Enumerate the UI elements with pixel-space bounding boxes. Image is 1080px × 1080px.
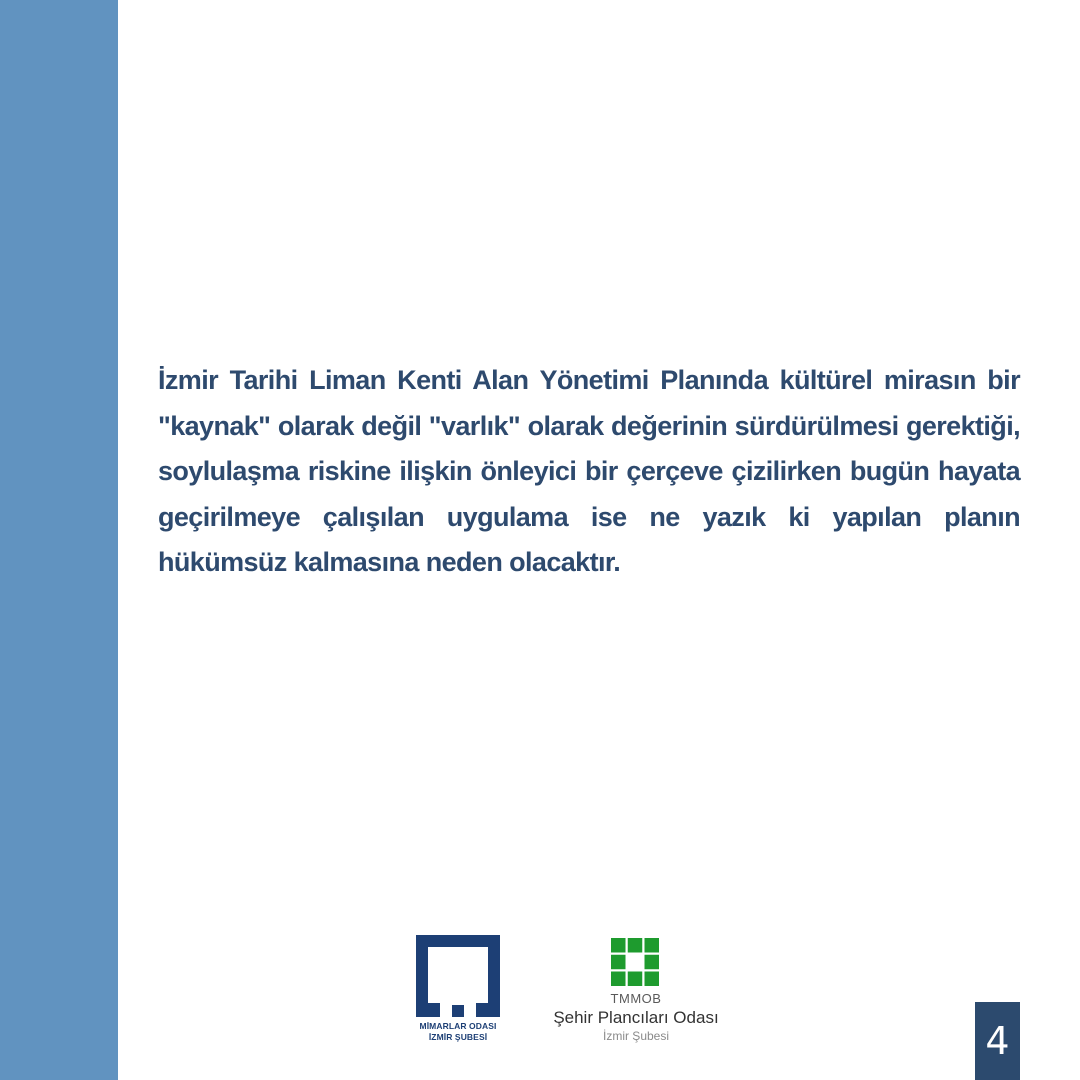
spo-grid-emblem-icon — [611, 938, 659, 986]
sehir-plancilari-odasi-label: Şehir Plancıları Odası — [553, 1008, 719, 1027]
left-accent-bar — [0, 0, 118, 1080]
spo-izmir-subesi-label: İzmir Şubesi — [602, 1029, 670, 1043]
mimarlar-odasi-emblem-icon — [416, 935, 500, 1017]
izmir-subesi-label: İZMİR ŞUBESİ — [428, 1032, 488, 1042]
page-number: 4 — [985, 1019, 1010, 1063]
tmmob-label: TMMOB — [610, 991, 662, 1006]
mimarlar-odasi-logo — [412, 935, 504, 1045]
mimarlar-odasi-label: MİMARLAR ODASI — [419, 1021, 497, 1031]
page-number-badge — [975, 1002, 1020, 1080]
sehir-plancilari-odasi-logo — [548, 938, 724, 1048]
main-paragraph: İzmir Tarihi Liman Kenti Alan Yönetimi Planında kültürel mirasın bir "kaynak" olarak değil "varlık" olarak değerinin sürdürülmesi gerektiği, soylulaşma riskine ilişkin önleyici bir çerçeve çizilirken bugün hayata geçirilmeye çalışılan uygulama ise ne yazık ki yapılan planın hükümsüz kalmasına neden olacaktır. — [158, 365, 1020, 577]
